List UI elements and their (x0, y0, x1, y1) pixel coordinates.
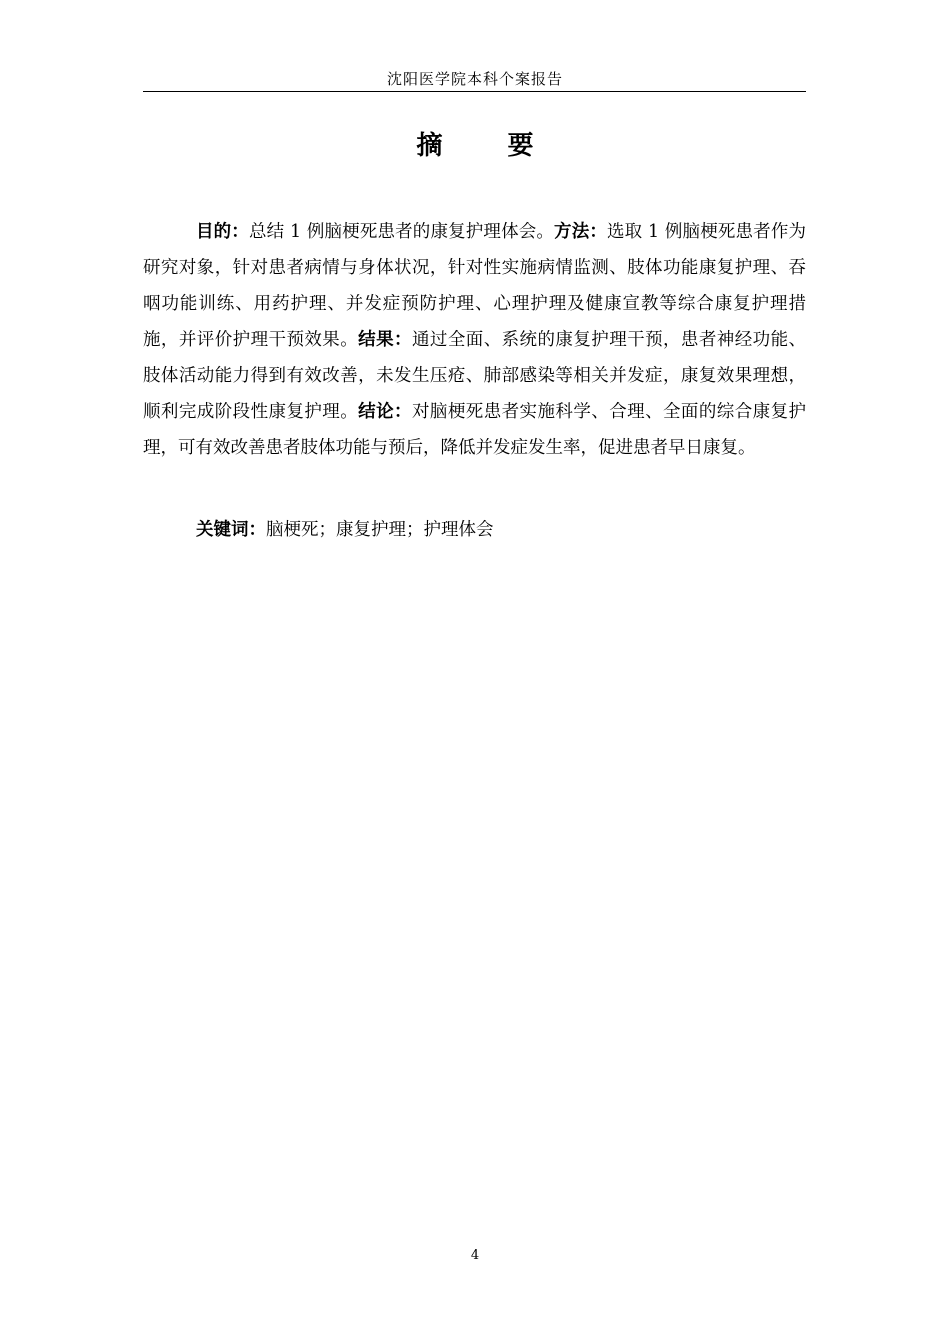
header-rule (143, 91, 806, 92)
abstract-title: 摘 要 (416, 131, 562, 161)
page-number: 4 (470, 1248, 480, 1263)
page-header: 沈阳医学院本科个案报告 (386, 70, 563, 88)
conclusion-label: 结论： (358, 402, 412, 422)
result-text: 通过全面、系统的康复护理干预，患者神经功能、肢体活动能力得到有效改善，未发生压疮、肺部感染等相关并发症，康复效果理想，顺利完成阶段性康复护理。 (143, 330, 807, 422)
keywords-line (143, 512, 806, 548)
objective-text: 总结 1 例脑梗死患者的康复护理体会。 (248, 222, 555, 242)
method-label: 方法： (554, 222, 608, 242)
keywords-text: 脑梗死；康复护理；护理体会 (266, 520, 494, 540)
result-label: 结果： (358, 330, 412, 350)
keywords-label: 关键词： (196, 520, 266, 540)
conclusion-text: 对脑梗死患者实施科学、合理、全面的综合康复护理，可有效改善患者肢体功能与预后，降低并发症发生率，促进患者早日康复。 (143, 402, 807, 458)
abstract-body (143, 214, 806, 466)
method-text: 选取 1 例脑梗死患者作为研究对象，针对患者病情与身体状况，针对性实施病情监测、肢体功能康复护理、吞咽功能训练、用药护理、并发症预防护理、心理护理及健康宣教等综合康复护理措施，并评价护理干预效果。 (143, 222, 806, 350)
objective-label: 目的： (196, 222, 249, 242)
